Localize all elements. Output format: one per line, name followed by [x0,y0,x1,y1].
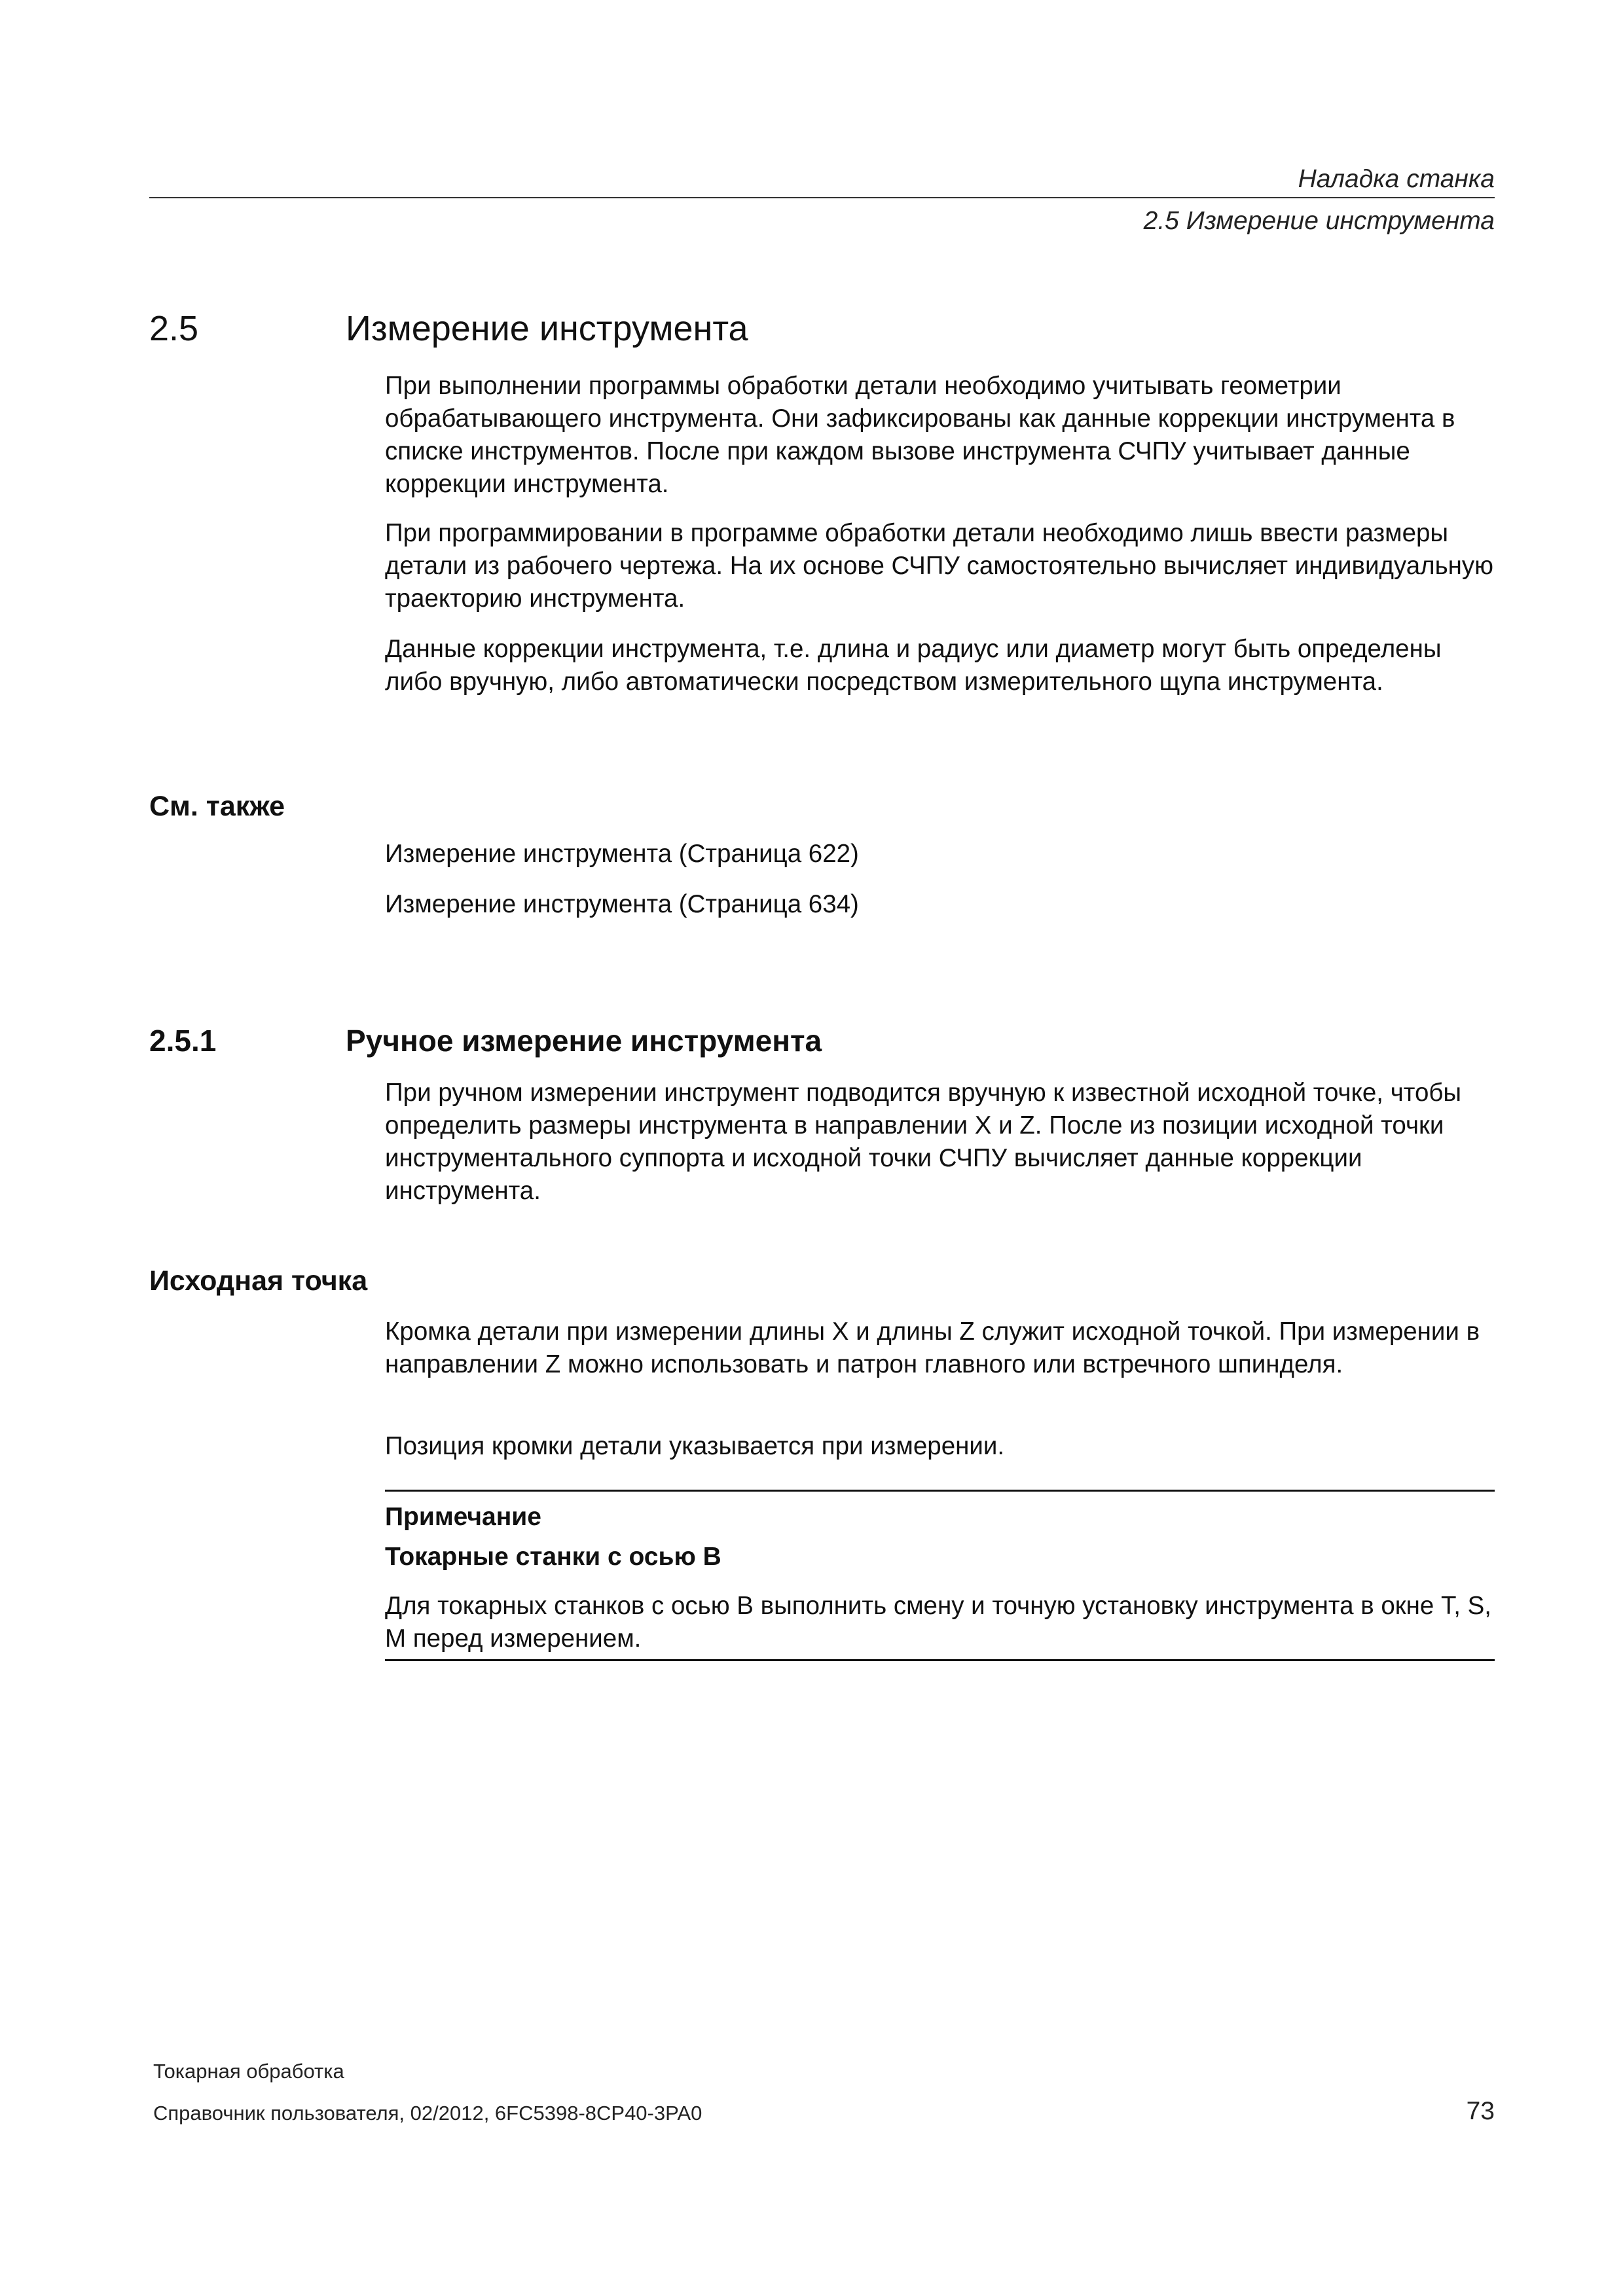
footer-book-title: Токарная обработка [153,2060,344,2083]
note-text: Для токарных станков с осью B выполнить смену и точную установку инструмента в окне T, S, M перед измерением. [385,1592,1491,1653]
note-label: Примечание [385,1503,541,1531]
subsection-title: Ручное измерение инструмента [346,1024,822,1058]
section-number: 2.5 [149,309,199,348]
running-header-section: 2.5 Измерение инструмента [1143,207,1495,235]
page-number: 73 [1466,2097,1495,2125]
reference-point-paragraph-2: Позиция кромки детали указывается при измерении. [385,1432,1005,1460]
section-title: Измерение инструмента [346,309,748,348]
see-also-heading: См. также [149,791,285,822]
section-paragraph-2: При программировании в программе обработки детали необходимо лишь ввести размеры детали из рабочего чертежа. На их основе СЧПУ самостоятельно вычисляет индивидуальную траекторию инструмента. [385,519,1494,613]
header-rule [149,197,1495,198]
see-also-link-1[interactable]: Измерение инструмента (Страница 622) [385,840,859,868]
reference-point-heading: Исходная точка [149,1265,368,1297]
footer-manual-info: Справочник пользователя, 02/2012, 6FC5398-8CP40-3PA0 [153,2102,702,2125]
section-paragraph-3: Данные коррекции инструмента, т.е. длина и радиус или диаметр могут быть определены либо вручную, либо автоматически посредством измерительного щупа инструмента. [385,635,1442,696]
subsection-paragraph-1: При ручном измерении инструмент подводится вручную к известной исходной точке, чтобы определить размеры инструмента в направлении X и Z. После из позиции исходной точки инструментального суппорта и исходной точки СЧПУ вычисляет данные коррекции инструмента. [385,1079,1462,1205]
note-bottom-rule [385,1659,1495,1661]
note-top-rule [385,1490,1495,1492]
running-header-chapter: Наладка станка [1298,165,1495,193]
reference-point-paragraph-1: Кромка детали при измерении длины X и длины Z служит исходной точкой. При измерении в направлении Z можно использовать и патрон главного или встречного шпинделя. [385,1318,1480,1378]
note-title: Токарные станки с осью B [385,1543,721,1571]
see-also-link-2[interactable]: Измерение инструмента (Страница 634) [385,890,859,918]
section-paragraph-1: При выполнении программы обработки детали необходимо учитывать геометрии обрабатывающего инструмента. Они зафиксированы как данные коррекции инструмента в списке инструментов. После при каждом вызове инструмента СЧПУ учитывает данные коррекции инструмента. [385,372,1455,498]
subsection-number: 2.5.1 [149,1024,217,1058]
